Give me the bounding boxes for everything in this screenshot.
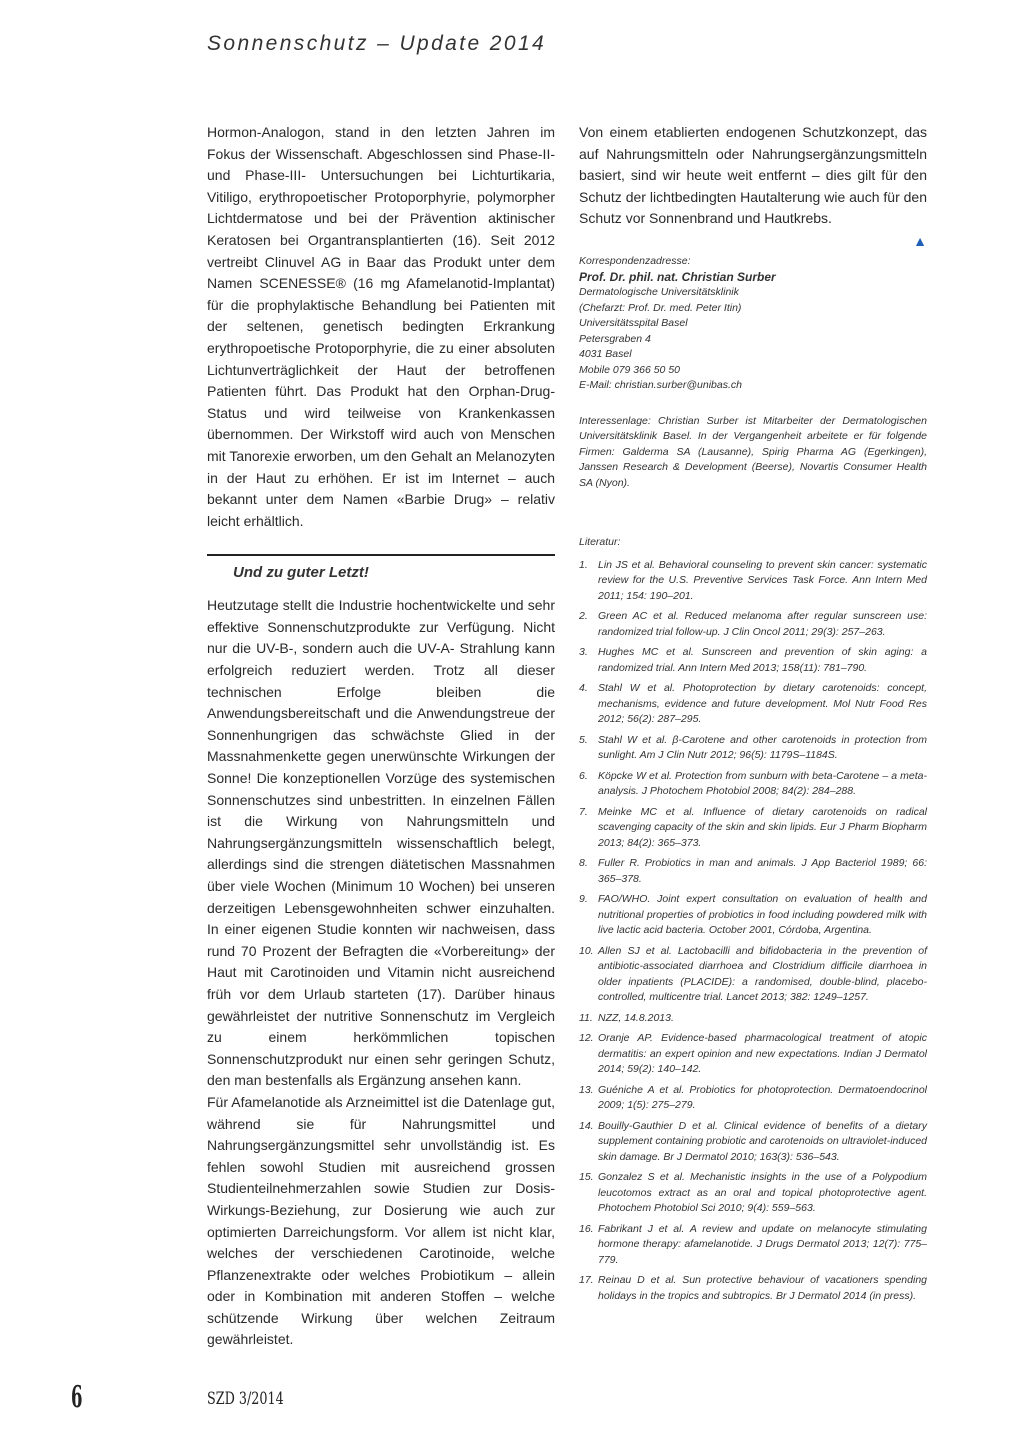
reference-number: 6. xyxy=(579,769,588,782)
reference-item xyxy=(579,944,927,1006)
reference-number: 15. xyxy=(579,1171,594,1184)
reference-text: Reinau D et al. Sun protective behaviour of vacationers spending holidays in the tropics and subtropics. Br J Dermatol 2014 (in press). xyxy=(598,1274,927,1302)
reference-text: Gonzalez S et al. Mechanistic insights in the use of a Polypodium leucotomos extract as an oral and topical photoprotective agent. Photochem Photobiol Sci 2010; 9(4): 559–563. xyxy=(598,1171,927,1215)
reference-number: 11. xyxy=(579,1011,593,1024)
reference-list xyxy=(579,558,927,1305)
reference-text: Oranje AP. Evidence-based pharmacological treatment of atopic dermatitis: an expert opinion and new expectations. Indian J Dermatol 2014; 59(2): 140–142. xyxy=(598,1032,927,1076)
reference-number: 2. xyxy=(579,610,588,623)
reference-item xyxy=(579,892,927,939)
reference-item xyxy=(579,558,927,605)
reference-item xyxy=(579,609,927,640)
reference-item xyxy=(579,1119,927,1166)
intro-paragraph: Hormon-Analogon, stand in den letzten Jahren im Fokus der Wissenschaft. Abgeschlossen sind Phase-II- und Phase-III- Untersuchungen bei Lichturtikaria, Vitiligo, erythropoetischer Protoporphyrie, polymorpher Lichtdermatose und bei der Prävention aktinischer Keratosen bei Organtransplantierten (16). Seit 2012 vertreibt Clinuvel AG in Baar das Produkt unter dem Namen SCENESSE® (16 mg Afamelanotid-Implantat) für die prophylaktische Behandlung bei Patienten mit der seltenen, genetisch bedingten Erkrankung erythropoetische Protoporphyrie, die zu einer absoluten Lichtunverträglichkeit der Haut der betroffenen Patienten führt. Das Produkt hat den Orphan-Drug-Status und wird teilweise von Krankenkassen übernommen. Der Wirkstoff wird auch von Menschen mit Tanorexie erworben, um den Gehalt an Melanozyten in der Haut zu erhöhen. Er ist im Internet – auch bekannt unter dem Namen «Barbie Drug» – relativ leicht erhältlich. xyxy=(207,124,555,529)
right-column xyxy=(579,122,927,1309)
correspondence-email: E-Mail: christian.surber@unibas.ch xyxy=(579,379,742,392)
reference-text: Stahl W et al. β-Carotene and other carotenoids in protection from sunlight. Am J Clin Nutr 2012; 96(5): 1179S–1184S. xyxy=(598,733,927,762)
correspondence-line: Mobile 079 366 50 50 xyxy=(579,363,680,376)
reference-number: 10. xyxy=(579,944,594,957)
reference-item xyxy=(579,769,927,800)
reference-text: FAO/WHO. Joint expert consultation on evaluation of health and nutritional properties of probiotics in food including powdered milk with live lactic acid bacteria. October 2001, Córdoba, Argentina. xyxy=(598,893,927,937)
reference-number: 14. xyxy=(579,1119,594,1132)
reference-number: 5. xyxy=(579,733,588,746)
reference-text: Allen SJ et al. Lactobacilli and bifidobacteria in the prevention of antibiotic-associated diarrhoea and Clostridium difficile diarrhoea in older inpatients (PLACIDE): a randomised, double-blind, placebo-controlled, multicentre trial. Lancet 2013; 382: 1249–1257. xyxy=(598,944,927,1004)
literature-label: Literatur: xyxy=(579,536,621,549)
correspondence-line: Universitätsspital Basel xyxy=(579,317,688,330)
reference-number: 17. xyxy=(579,1274,594,1287)
reference-item xyxy=(579,1031,927,1078)
reference-item xyxy=(579,681,927,728)
correspondence-line: Petersgraben 4 xyxy=(579,332,651,345)
reference-number: 12. xyxy=(579,1032,594,1045)
reference-text: Lin JS et al. Behavioral counseling to prevent skin cancer: systematic review for the U.S. Preventive Services Task Force. Ann Intern Med 2011; 154: 190–201. xyxy=(598,558,927,602)
section-paragraph: Für Afamelanotide als Arzneimittel ist die Datenlage gut, während sie für Nahrungsmittel und Nahrungsergänzungsmittel sehr unvollständig ist. Es fehlen sowohl Studien mit ausreichend grossen Studienteilnehmerzahlen sowie Studien zur Dosis-Wirkungs-Beziehung, zur Dosierung wie auch zur optimierten Darreichungsform. Vor allem ist nicht klar, welches der verschiedenen Carotinoide, welche Pflanzenextrakte oder welches Probiotikum – allein oder in Kombination mit anderen Stoffen – welche schützende Wirkung über welchen Zeitraum gewährleistet. xyxy=(207,1093,555,1348)
reference-text: Stahl W et al. Photoprotection by dietary carotenoids: concept, mechanisms, evidence and future development. Mol Nutr Food Res 2012; 56(2): 287–295. xyxy=(598,682,927,726)
reference-item xyxy=(579,1222,927,1269)
reference-item xyxy=(579,1170,927,1217)
correspondence-block xyxy=(579,254,927,394)
reference-text: Köpcke W et al. Protection from sunburn with beta-Carotene – a meta-analysis. J Photochem Photobiol 2008; 84(2): 284–288. xyxy=(598,769,927,798)
reference-text: Hughes MC et al. Sunscreen and prevention of skin aging: a randomized trial. Ann Intern Med 2013; 158(11): 781–790. xyxy=(598,646,927,674)
end-of-article-triangle-icon: ▲ xyxy=(913,232,927,249)
issue-label: SZD 3/2014 xyxy=(207,1389,284,1409)
reference-number: 16. xyxy=(579,1222,594,1235)
section-paragraph: Heutzutage stellt die Industrie hochentwickelte und sehr effektive Sonnenschutzprodukte zur Verfügung. Nicht nur die UV-B-, sondern auch die UV-A- Strahlung kann erfolgreich reduziert werden. Trotz all dieser technischen Erfolge bleiben die Anwendungsbereitschaft und die Anwendungstreue der Sonnenhungrigen das schwächste Glied in der Massnahmenkette gegen unerwünschte Wirkungen der Sonne! Die konzeptionellen Vorzüge des systemischen Sonnenschutzes sind unbestritten. In einzelnen Fällen ist die Wirkung von Nahrungsmitteln und Nahrungsergänzungsmitteln wissenschaftlich belegt, allerdings sind die strengen diätetischen Massnahmen über viele Wochen (Minimum 10 Wochen) bei unseren derzeitigen Lebensgewohnheiten schwer einzuhalten. In einer eigenen Studie konnten wir nachweisen, dass rund 70 Prozent der Befragten die «Vorbereitung» der Haut mit Carotinoiden und Vitamin nicht ausreichend früh vor dem Urlaub starteten (17). Darüber hinaus gewährleistet der nutritive Sonnenschutz im Vergleich zu einem herkömmlichen topischen Sonnenschutzprodukt nur einen sehr geringen Schutz, den man bestenfalls als Ergänzung ansehen kann. xyxy=(207,597,555,1089)
correspondence-line: 4031 Basel xyxy=(579,348,632,361)
reference-item xyxy=(579,733,927,764)
reference-text: Guéniche A et al. Probiotics for photoprotection. Dermatoendocrinol 2009; 1(5): 275–279. xyxy=(598,1083,927,1112)
reference-item xyxy=(579,645,927,676)
reference-item xyxy=(579,1011,927,1027)
reference-item xyxy=(579,1273,927,1304)
running-title: Sonnenschutz – Update 2014 xyxy=(207,32,547,55)
reference-text: Bouilly-Gauthier D et al. Clinical evidence of benefits of a dietary supplement containing probiotic and carotenoids on ultraviolet-induced skin damage. Br J Dermatol 2010; 163(3): 536–543. xyxy=(598,1119,927,1163)
reference-text: NZZ, 14.8.2013. xyxy=(598,1011,674,1024)
reference-text: Fuller R. Probiotics in man and animals. J App Bacteriol 1989; 66: 365–378. xyxy=(598,857,927,885)
section-body xyxy=(207,595,555,1351)
reference-number: 9. xyxy=(579,893,588,906)
correspondence-line: Dermatologische Universitätsklinik xyxy=(579,286,739,299)
reference-number: 1. xyxy=(579,558,588,571)
reference-item xyxy=(579,1083,927,1114)
section-heading: Und zu guter Letzt! xyxy=(233,564,369,582)
reference-item xyxy=(579,856,927,887)
correspondence-line: (Chefarzt: Prof. Dr. med. Peter Itin) xyxy=(579,301,742,314)
reference-text: Green AC et al. Reduced melanoma after regular sunscreen use: randomized trial follow-up. J Clin Oncol 2011; 29(3): 257–263. xyxy=(598,610,927,638)
reference-number: 8. xyxy=(579,857,588,870)
reference-text: Meinke MC et al. Influence of dietary carotenoids on radical scavenging capacity of the skin and skin lipids. Eur J Pharm Biopharm 2013; 84(2): 365–373. xyxy=(598,805,927,849)
conflict-of-interest: Interessenlage: Christian Surber ist Mitarbeiter der Dermatologischen Universitätsklinik Basel. In der Vergangenheit arbeitete er für folgende Firmen: Galderma SA (Lausanne), Spirig Pharma AG (Egerkingen), Janssen Research & Development (Beerse), Novartis Consumer Health SA (Nyon). xyxy=(579,414,927,489)
correspondence-label: Korrespondenzadresse: xyxy=(579,254,691,267)
closing-paragraph: Von einem etablierten endogenen Schutzkonzept, das auf Nahrungsmitteln oder Nahrungsergänzungsmitteln basiert, sind wir heute weit entfernt – dies gilt für den Schutz der lichtbedingten Hautalterung wie auch für den Schutz vor Sonnenbrand und Hautkrebs. xyxy=(579,124,927,227)
reference-number: 13. xyxy=(579,1083,594,1096)
page-number: 6 xyxy=(71,1380,83,1415)
section-divider xyxy=(207,554,555,581)
reference-number: 4. xyxy=(579,682,588,695)
left-column xyxy=(207,122,555,1351)
reference-number: 7. xyxy=(579,805,588,818)
reference-text: Fabrikant J et al. A review and update on melanocyte stimulating hormone therapy: afamelanotide. J Drugs Dermatol 2013; 12(7): 775–779. xyxy=(598,1222,927,1266)
correspondence-name: Prof. Dr. phil. nat. Christian Surber xyxy=(579,270,776,285)
reference-item xyxy=(579,805,927,852)
reference-number: 3. xyxy=(579,646,588,659)
